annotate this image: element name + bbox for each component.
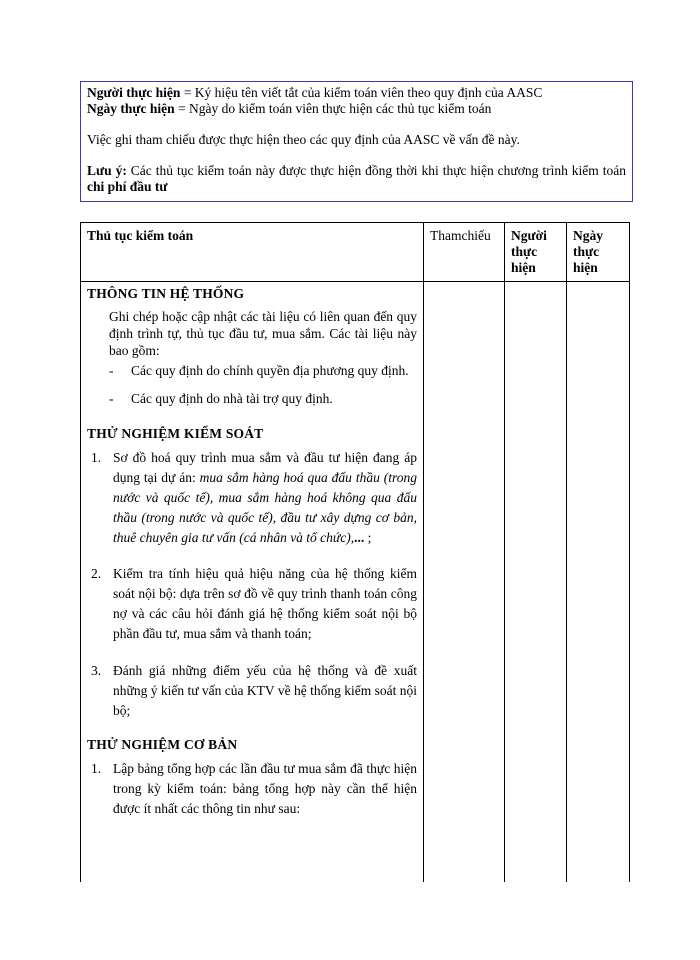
- section-substantive-tests-title: THỬ NGHIỆM CƠ BẢN: [87, 737, 238, 752]
- list-item: 2. Kiểm tra tính hiệu quả hiệu năng của hệ thống kiểm soát nội bộ: dựa trên sơ đồ về quy trình thanh toán công nợ và các câu hỏi đánh giá hệ thống kiểm soát nội bộ phần đầu tư, mua sắm và thanh toán;: [91, 566, 417, 641]
- system-info-intro: Ghi chép hoặc cập nhật các tài liệu có liên quan đến quy định trình tự, thủ tục đầu tư, mua sắm. Các tài liệu này bao gồm:: [109, 309, 417, 358]
- reference-note: Việc ghi tham chiếu được thực hiện theo các quy định của AASC về vấn đề này.: [87, 132, 520, 147]
- section-control-tests-title: THỬ NGHIỆM KIỂM SOÁT: [87, 426, 264, 441]
- list-item: - Các quy định do nhà tài trợ quy định.: [109, 391, 333, 406]
- header-date: Ngày thực hiện: [567, 223, 630, 282]
- table-header-row: [81, 223, 630, 282]
- list-item: 3. Đánh giá những điểm yếu của hệ thống và đề xuất những ý kiến tư vấn của KTV về hệ thống kiểm soát nội bộ;: [91, 663, 417, 718]
- header-performer: Người thực hiện: [505, 223, 567, 282]
- procedure-cell: [81, 282, 424, 882]
- header-reference: Thamchiếu: [424, 223, 505, 282]
- section-system-info-title: THÔNG TIN HỆ THỐNG: [87, 286, 245, 301]
- table-body-row: [81, 282, 630, 882]
- list-item: 1. Lập bảng tổng hợp các lần đầu tư mua sắm đã thực hiện trong kỳ kiểm toán: bảng tổng hợp này cần thể hiện được ít nhất các thông tin như sau:: [91, 761, 417, 816]
- audit-procedures-table: [80, 222, 630, 882]
- header-procedure: Thủ tục kiểm toán: [81, 223, 424, 282]
- performer-definition: Người thực hiện = Ký hiệu tên viết tắt của kiểm toán viên theo quy định của AASC: [87, 85, 543, 100]
- attention-note: Lưu ý: Các thủ tục kiểm toán này được thực hiện đồng thời khi thực hiện chương trình kiểm toán chi phí đầu tư: [87, 163, 626, 194]
- performer-cell: [505, 282, 567, 882]
- reference-cell: [424, 282, 505, 882]
- date-cell: [567, 282, 630, 882]
- list-item: - Các quy định do chính quyền địa phương quy định.: [109, 363, 409, 378]
- instructions-box: [80, 81, 633, 202]
- date-definition: Ngày thực hiện = Ngày do kiểm toán viên thực hiện các thủ tục kiểm toán: [87, 101, 492, 116]
- list-item: 1. Sơ đồ hoá quy trình mua sắm và đầu tư hiện đang áp dụng tại dự án: mua sắm hàng hoá qua đấu thầu (trong nước và quốc tế), mua sắm hàng hoá không qua đấu thầu (trong nước và quốc tế), đầu tư xây dựng cơ bản, thuê chuyên gia tư vấn (cá nhân và tổ chức),... ;: [91, 450, 417, 545]
